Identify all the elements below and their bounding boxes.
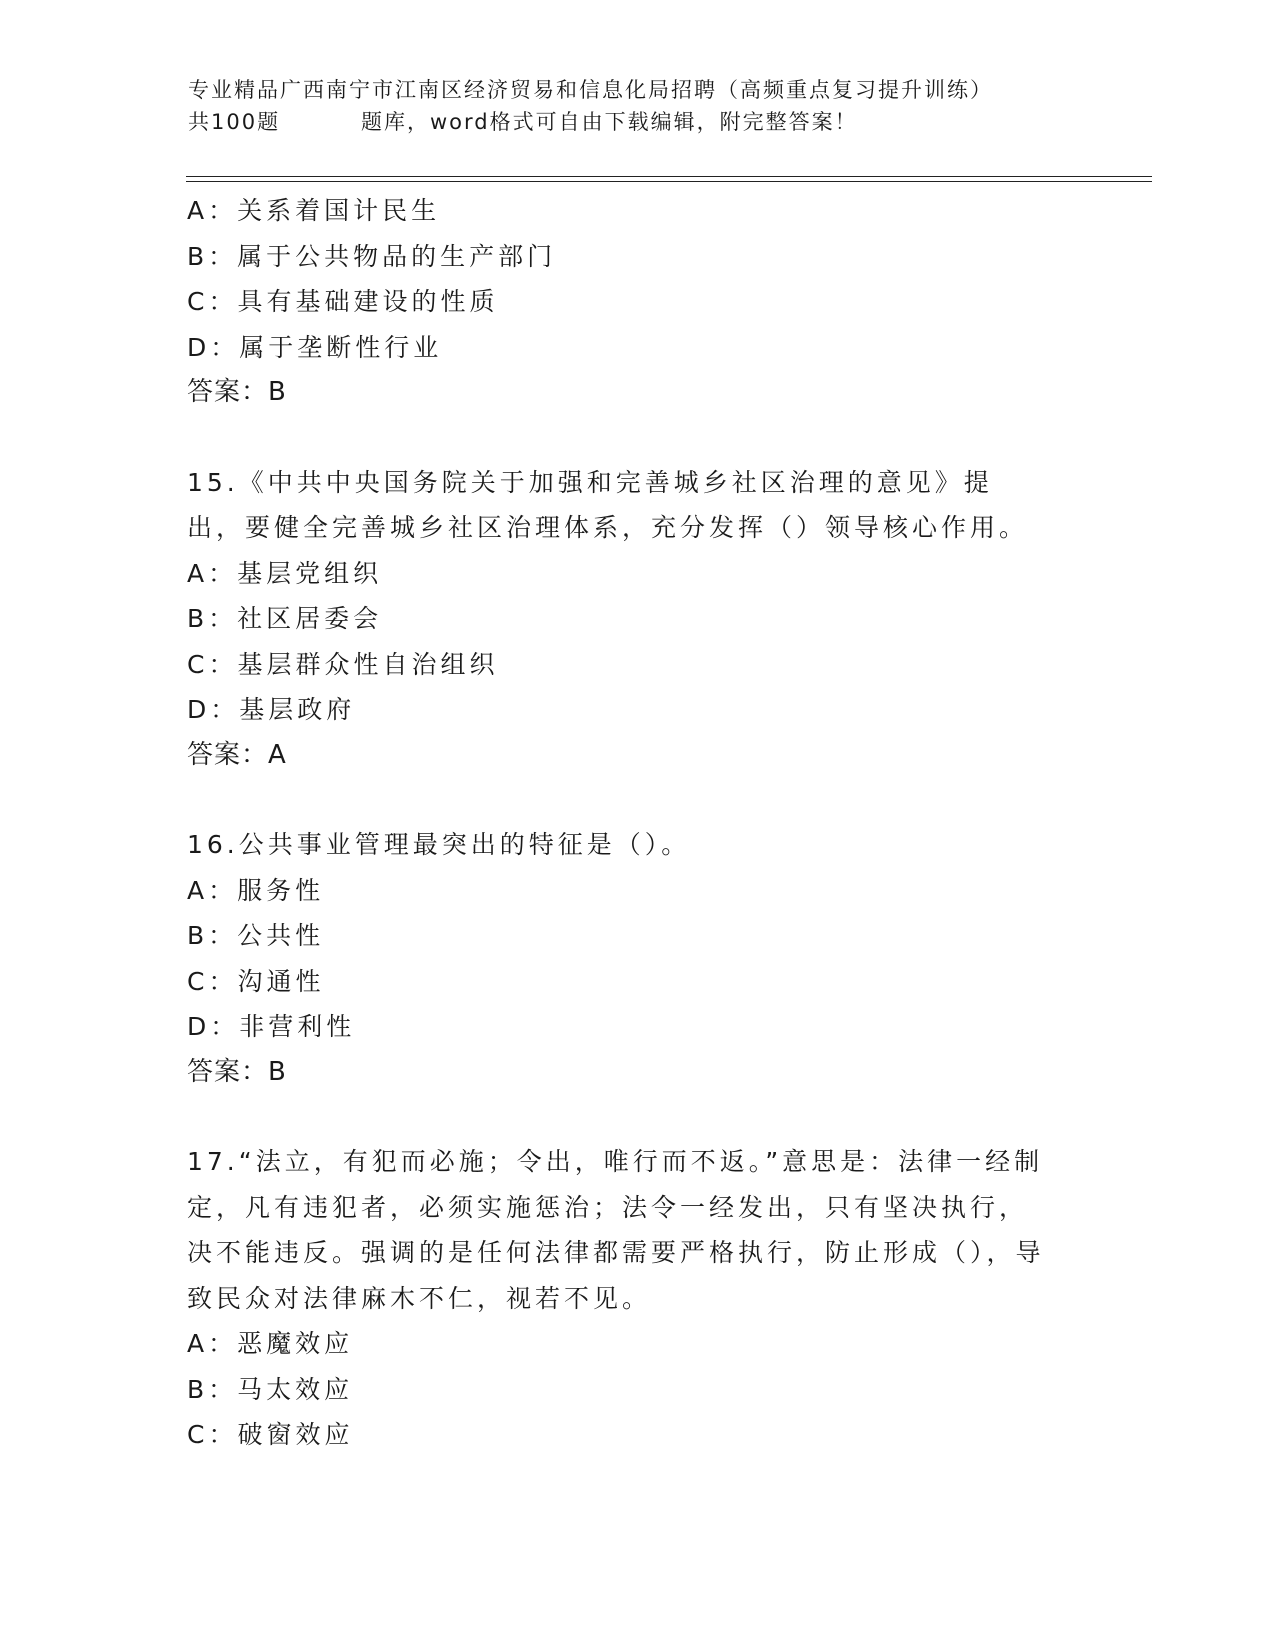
question-block-14 <box>187 188 1087 416</box>
option-b: B：属于公共物品的生产部门 <box>187 241 557 271</box>
question-stem: 15.《中共中央国务院关于加强和完善城乡社区治理的意见》提出，要健全完善城乡社区治理体系，充分发挥（）领导核心作用。 <box>187 467 1029 542</box>
option-a: A：服务性 <box>187 875 325 905</box>
option-a: A：基层党组织 <box>187 558 383 588</box>
question-block-16 <box>187 822 1087 1095</box>
option-b: B：社区居委会 <box>187 604 383 633</box>
answer: 答案：B <box>187 1056 287 1087</box>
option-b: B：公共性 <box>187 921 325 950</box>
question-list <box>187 188 1087 1458</box>
question-count: 共100题 <box>188 110 281 134</box>
option-b: B：马太效应 <box>187 1374 354 1404</box>
option-a: A：恶魔效应 <box>187 1329 354 1358</box>
option-c: C：破窗效应 <box>187 1420 354 1449</box>
question-block-15 <box>187 460 1087 779</box>
document-subtitle: 题库，word格式可自由下载编辑，附完整答案！ <box>361 110 858 134</box>
option-c: C：基层群众性自治组织 <box>187 649 499 679</box>
option-a: A：关系着国计民生 <box>187 196 441 225</box>
header-rule-bottom <box>186 181 1152 182</box>
option-d: D：属于垄断性行业 <box>187 332 443 362</box>
option-c: C：沟通性 <box>187 966 325 996</box>
header-rule-top <box>186 176 1152 177</box>
option-d: D：基层政府 <box>187 695 356 724</box>
document-header <box>188 74 1148 138</box>
document-title: 专业精品广西南宁市江南区经济贸易和信息化局招聘（高频重点复习提升训练） <box>188 78 993 102</box>
question-stem: 16.公共事业管理最突出的特征是（）。 <box>187 830 691 859</box>
question-stem: 17.“法立，有犯而必施；令出，唯行而不返。”意思是：法律一经制定，凡有违犯者，必须实施惩治；法令一经发出，只有坚决执行，决不能违反。强调的是任何法律都需要严格执行，防止形成（），导致民众对法律麻木不仁，视若不见。 <box>187 1147 1045 1313</box>
option-c: C：具有基础建设的性质 <box>187 287 499 316</box>
header-line-2 <box>188 106 1148 138</box>
question-block-17 <box>187 1139 1087 1458</box>
answer: 答案：A <box>187 739 287 770</box>
option-d: D：非营利性 <box>187 1012 356 1041</box>
answer: 答案：B <box>187 377 287 407</box>
spacer <box>187 1095 1087 1139</box>
spacer <box>187 416 1087 460</box>
spacer <box>187 778 1087 822</box>
